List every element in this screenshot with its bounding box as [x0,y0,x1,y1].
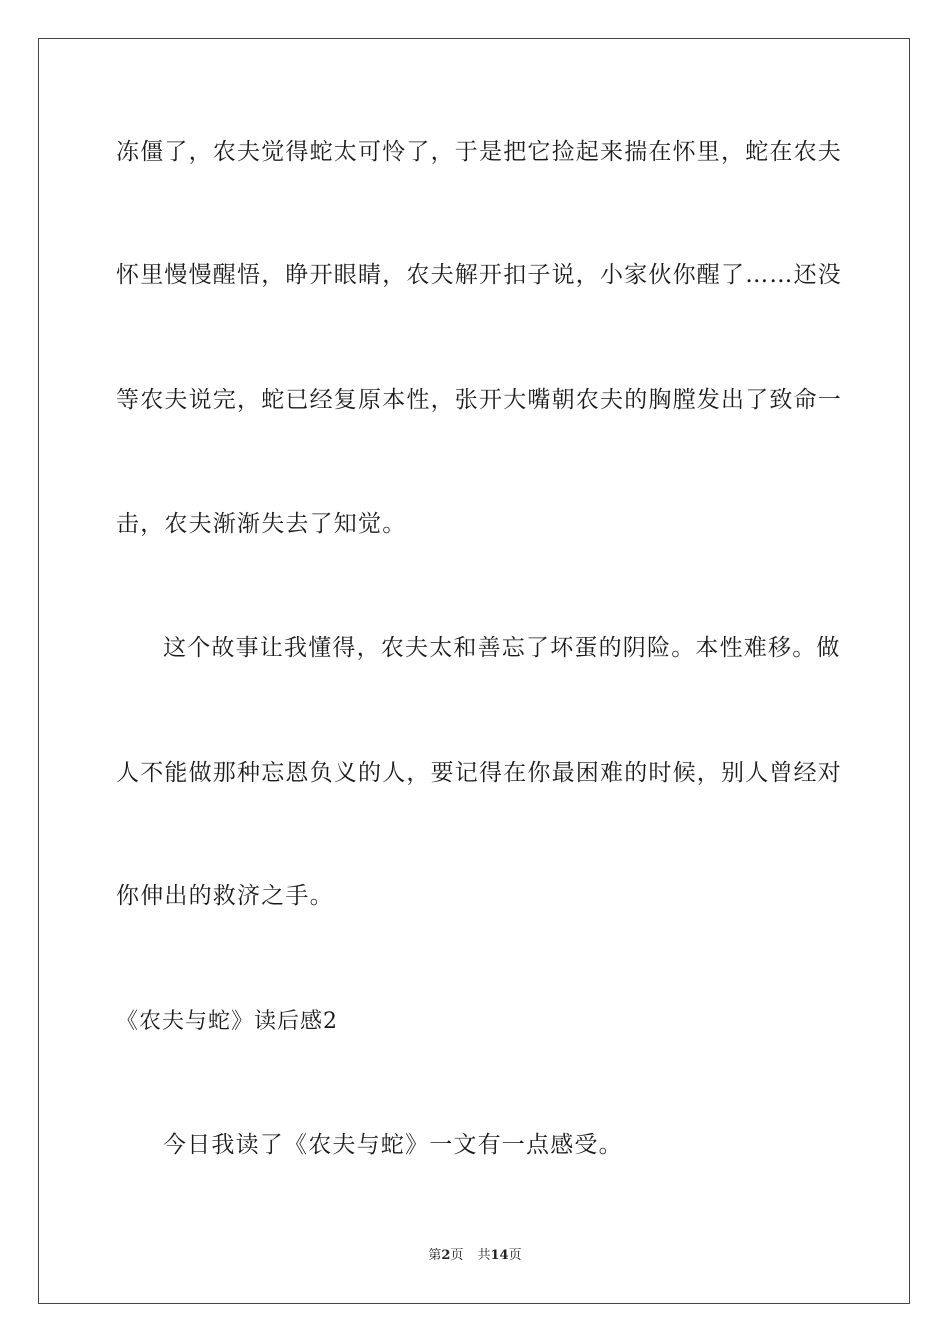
paragraph-line-3: 等农夫说完，蛇已经复原本性，张开大嘴朝农夫的胸膛发出了致命一 [116,387,842,413]
paragraph-line-6: 人不能做那种忘恩负义的人，要记得在你最困难的时候，别人曾经对 [116,760,842,786]
paragraph-line-1: 冻僵了，农夫觉得蛇太可怜了，于是把它捡起来揣在怀里，蛇在农夫 [116,139,842,165]
footer-page-prefix: 第 [428,1248,442,1263]
footer-page-number: 2 [441,1248,451,1263]
footer-total-prefix: 共 [477,1248,491,1263]
footer-page-suffix: 页 [450,1248,464,1263]
footer-total-suffix: 页 [508,1248,522,1263]
page-border [38,38,910,1304]
section-heading: 《农夫与蛇》读后感2 [116,1009,338,1034]
paragraph-line-2: 怀里慢慢醒悟，睁开眼睛，农夫解开扣子说，小家伙你醒了……还没 [116,262,842,288]
paragraph-line-7: 你伸出的救济之手。 [116,883,334,909]
paragraph-line-5: 这个故事让我懂得，农夫太和善忘了坏蛋的阴险。本性难移。做 [163,635,841,661]
footer-total-pages: 14 [490,1248,509,1263]
paragraph-line-8: 今日我读了《农夫与蛇》一文有一点感受。 [163,1132,623,1158]
page-footer [0,1247,950,1265]
paragraph-line-4: 击，农夫渐渐失去了知觉。 [116,511,407,537]
